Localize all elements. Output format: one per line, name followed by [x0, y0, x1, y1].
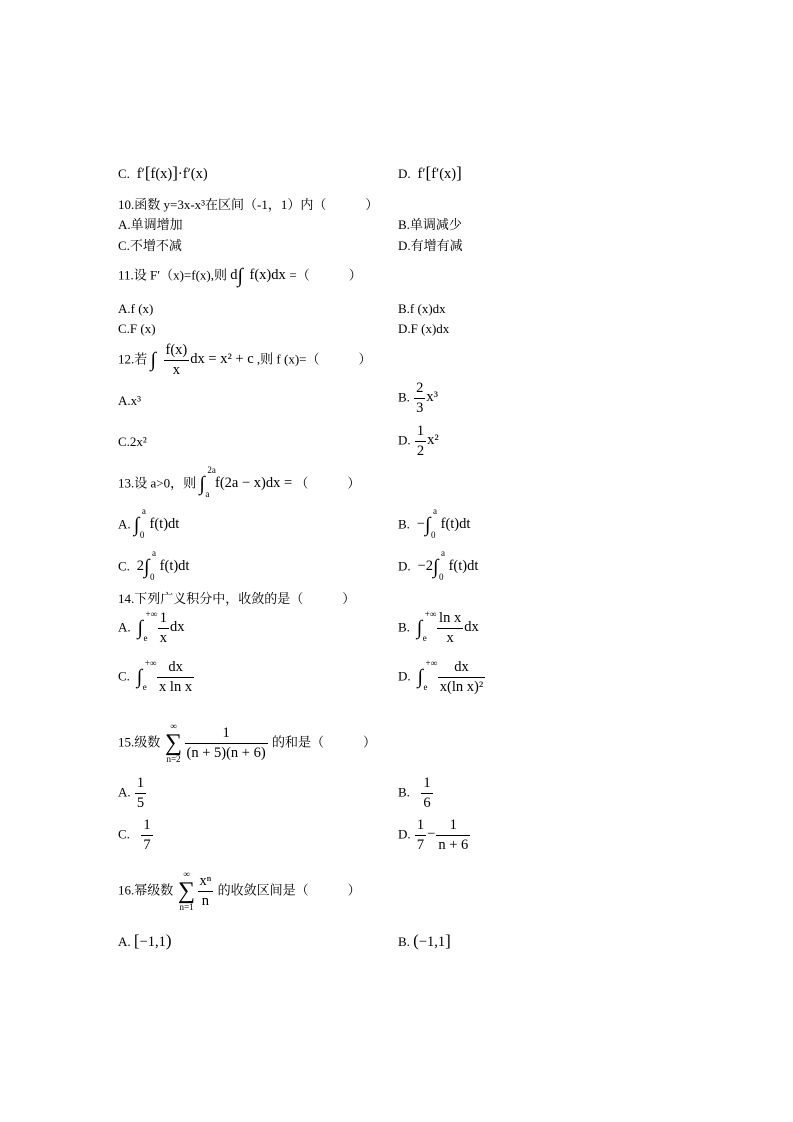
q13-stem: 13.设 a>0，则 ∫ 2a a f(2a − x)dx = （ ） [118, 465, 361, 499]
q12-stem: 12.若 ∫ $\frac{f(x)}{x}$ dx = x² + c ,则 f (x)=（ ） [118, 342, 372, 378]
q14-d-formula: ∫ +∞ e $\frac{dx}{\text{x(ln x)²}}$ [417, 658, 484, 695]
q10-option-a: A.单调增加 [118, 217, 183, 232]
q15-c-formula: $\frac{1}{7}$ [143, 817, 151, 853]
q15-option-d: D. $\frac{1}{7}$ − $\frac{1}{n + 6}$ [398, 818, 471, 852]
q14-b-formula: ∫ +∞ e $\frac{\text{ln x}}{x}$ dx [416, 609, 479, 646]
q11-stem: 11.设 F′（x)=f(x),则 d∫ f(x)dx =（ ） [118, 265, 362, 287]
q9-option-d: D. f′[f′(x)] [398, 163, 462, 182]
q14-stem: 14.下列广义积分中，收敛的是（ ） [118, 591, 356, 606]
q10-option-d: D.有增有减 [398, 238, 463, 253]
q14-option-d: D. ∫ +∞ e $\frac{dx}{\text{x(ln x)²}}$ [398, 660, 486, 694]
q13-formula: ∫ 2a a f(2a − x)dx = [199, 465, 293, 499]
q13-option-c: C. 2∫ a 0 f(t)dt [118, 548, 190, 582]
q9-option-c: C. f′[f(x)]·f′(x) [118, 163, 208, 182]
q9-c-formula: f′[f(x)]·f′(x) [133, 163, 208, 182]
q16-a-formula: [−1,1) [133, 931, 172, 950]
q10-option-b: B.单调减少 [398, 217, 462, 232]
q11-option-a: A.f (x) [118, 301, 154, 316]
q16-option-b: B. (−1,1] [398, 931, 451, 950]
q14-option-a: A. ∫ +∞ e $\frac{1}{x}$ dx [118, 609, 185, 646]
q15-d-formula: $\frac{1}{7}$ − $\frac{1}{n + 6}$ [416, 817, 469, 853]
q12-formula: ∫ $\frac{f(x)}{x}$ dx = x² + c [150, 342, 254, 378]
q13-a-formula: ∫ a 0 f(t)dt [133, 506, 180, 540]
q15-option-b: B. $\frac{1}{6}$ [398, 776, 434, 810]
q10-option-c: C.不增不减 [118, 238, 182, 253]
q16-b-formula: (−1,1] [413, 931, 451, 950]
q13-option-a: A. ∫ a 0 f(t)dt [118, 506, 180, 540]
q12-option-c: C.2x² [118, 434, 147, 449]
q11-option-d: D.F (x)dx [398, 321, 450, 336]
q12-option-b: B. $\frac{2}{3}$ x³ [398, 380, 439, 416]
q15-formula: ∞ ∑ n=2 $\frac{1}{(n + 5)(n + 6)}$ [164, 721, 266, 764]
q16-stem: 16.幂级数 ∞ ∑ n=1 $\frac{\text{xⁿ}}{n}$ 的收敛区间是（ ） [118, 869, 361, 912]
q12-option-d: D. $\frac{1}{2}$ x² [398, 423, 439, 459]
q9-d-formula: f′[f′(x)] [413, 163, 462, 182]
q16-formula: ∞ ∑ n=1 $\frac{\text{xⁿ}}{n}$ [177, 869, 212, 912]
q15-stem: 15.级数 ∞ ∑ n=2 $\frac{1}{(n + 5)(n + 6)}$ 的和是（ ） [118, 721, 376, 764]
q12-d-formula: $\frac{1}{2}$ x² [416, 423, 439, 459]
q15-a-formula: $\frac{1}{5}$ [136, 775, 145, 811]
q12-b-formula: $\frac{2}{3}$ x³ [416, 380, 439, 416]
q16-option-a: A. [−1,1) [118, 931, 172, 950]
q13-c-formula: 2∫ a 0 f(t)dt [133, 548, 190, 582]
q14-a-formula: ∫ +∞ e $\frac{1}{x}$ dx [137, 609, 185, 646]
q11-option-c: C.F (x) [118, 321, 156, 336]
q13-option-d: D. −2∫ a 0 f(t)dt [398, 548, 479, 582]
q14-option-b: B. ∫ +∞ e $\frac{\text{ln x}}{x}$ dx [398, 609, 479, 646]
q11-option-b: B.f (x)dx [398, 301, 446, 316]
q13-b-formula: −∫ a 0 f(t)dt [413, 506, 471, 540]
q15-option-c: C. $\frac{1}{7}$ [118, 818, 154, 852]
q15-b-formula: $\frac{1}{6}$ [423, 775, 431, 811]
q14-option-c: C. ∫ +∞ e $\frac{dx}{\text{x ln x}}$ [118, 660, 195, 694]
q14-c-formula: ∫ +∞ e $\frac{dx}{\text{x ln x}}$ [136, 658, 193, 695]
q12-option-a: A.x³ [118, 393, 142, 408]
q13-option-b: B. −∫ a 0 f(t)dt [398, 506, 471, 540]
q10-stem: 10.函数 y=3x-x³在区间（-1，1）内（ ） [118, 197, 379, 212]
q13-d-formula: −2∫ a 0 f(t)dt [413, 548, 479, 582]
q15-option-a: A. $\frac{1}{5}$ [118, 776, 147, 810]
q11-formula: d∫ f(x)dx [230, 265, 290, 287]
